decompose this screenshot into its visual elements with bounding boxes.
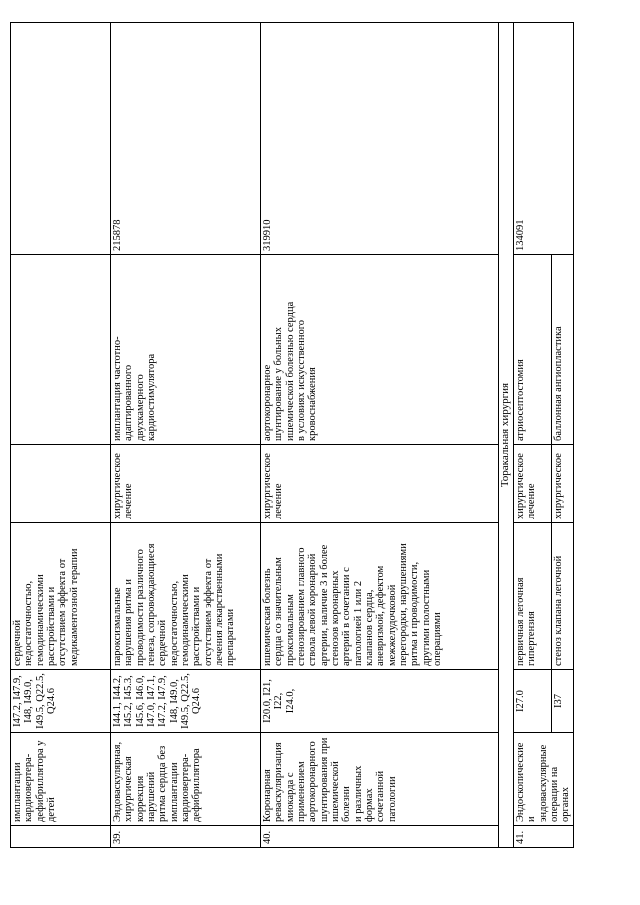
icd-codes: I47.2, I47.9, I48, I49.0, I49.5, Q22.5, Q24.6 [11,670,111,733]
patient-model: стеноз клапана легочной [552,523,573,670]
patient-model: пароксизмальные нарушения ритма и проводимости различного генеза, сопровождающиеся сердечной недостаточностью, гемодинамическими расстройствами и отсутствием эффекта от лечения лекарственными препаратами [111,523,261,670]
treatment-type: хирургическое [552,445,573,523]
cost-value: 215878 [111,23,261,255]
treatment-type: хирургическое лечение [111,445,261,523]
treatment-type [11,445,111,523]
icd-codes: I37 [552,670,573,733]
table-row [11,23,111,848]
row-number: 39. [111,826,261,848]
row-number [11,826,111,848]
section-title: Торакальная хирургия [499,23,514,848]
row-number: 41. [513,826,573,848]
icd-codes: I27.0 [513,670,551,733]
icd-codes: I44.1, I44.2, I45.2, I45.3, I45.6, I46.0, I47.0, I47.1, I47.2, I47.9, I48, I49.0, I49.5, Q22.5, Q24.6 [111,670,261,733]
table-row [513,23,551,848]
icd-codes: I20.0, I21, I22, I24.0, [261,670,499,733]
patient-model: первичная легочная гипертензия [513,523,551,670]
patient-model: ишемическая болезнь сердца со значительным проксимальным стенозированием главного ствола левой коронарной артерии, наличие 3 и более стенозов коронарных артерий в сочетании с патологией 1 или 2 клапанов сердца, аневризмой, дефектом межжелудочковой перегородки, нарушениями ритма и проводимости, другими полостными операциями [261,523,499,670]
care-type-name: Эндоскопические и эндоваскулярные операции на органах [513,733,573,826]
treatment-method [11,255,111,445]
cost-value: 134091 [513,23,573,255]
rotated-table-frame [10,23,576,848]
treatment-method: баллонная ангиопластика [552,255,573,445]
table-row [261,23,499,848]
table-row [111,23,261,848]
treatment-type: хирургическое лечение [261,445,499,523]
vmp-table [10,22,574,848]
treatment-method: атриосептостомия [513,255,551,445]
treatment-method: аортокоронарное шунтирование у больных ишемической болезнью сердца в условиях искусственного кровоснабжения [261,255,499,445]
section-header-row [499,23,514,848]
care-type-name: Коронарная реваскуляризация миокарда с применением аортокоронарного шунтирования при ишемической болезни и различных формах сочетанной патологии [261,733,499,826]
patient-model: сердечной недостаточностью, гемодинамическими расстройствами и отсутствием эффекта от медикаментозной терапии [11,523,111,670]
row-number: 40. [261,826,499,848]
treatment-type: хирургическое лечение [513,445,551,523]
treatment-method: имплантация частотно- адаптированного двухкамерного кардиостимулятора [111,255,261,445]
care-type-name: Эндоваскулярная, хирургическая коррекция нарушений ритма сердца без имплантации кардиовертера- дефибриллятора [111,733,261,826]
cost-value [11,23,111,255]
care-type-name: имплантации кардиовертера- дефибриллятора у детей [11,733,111,826]
cost-value: 319910 [261,23,499,255]
